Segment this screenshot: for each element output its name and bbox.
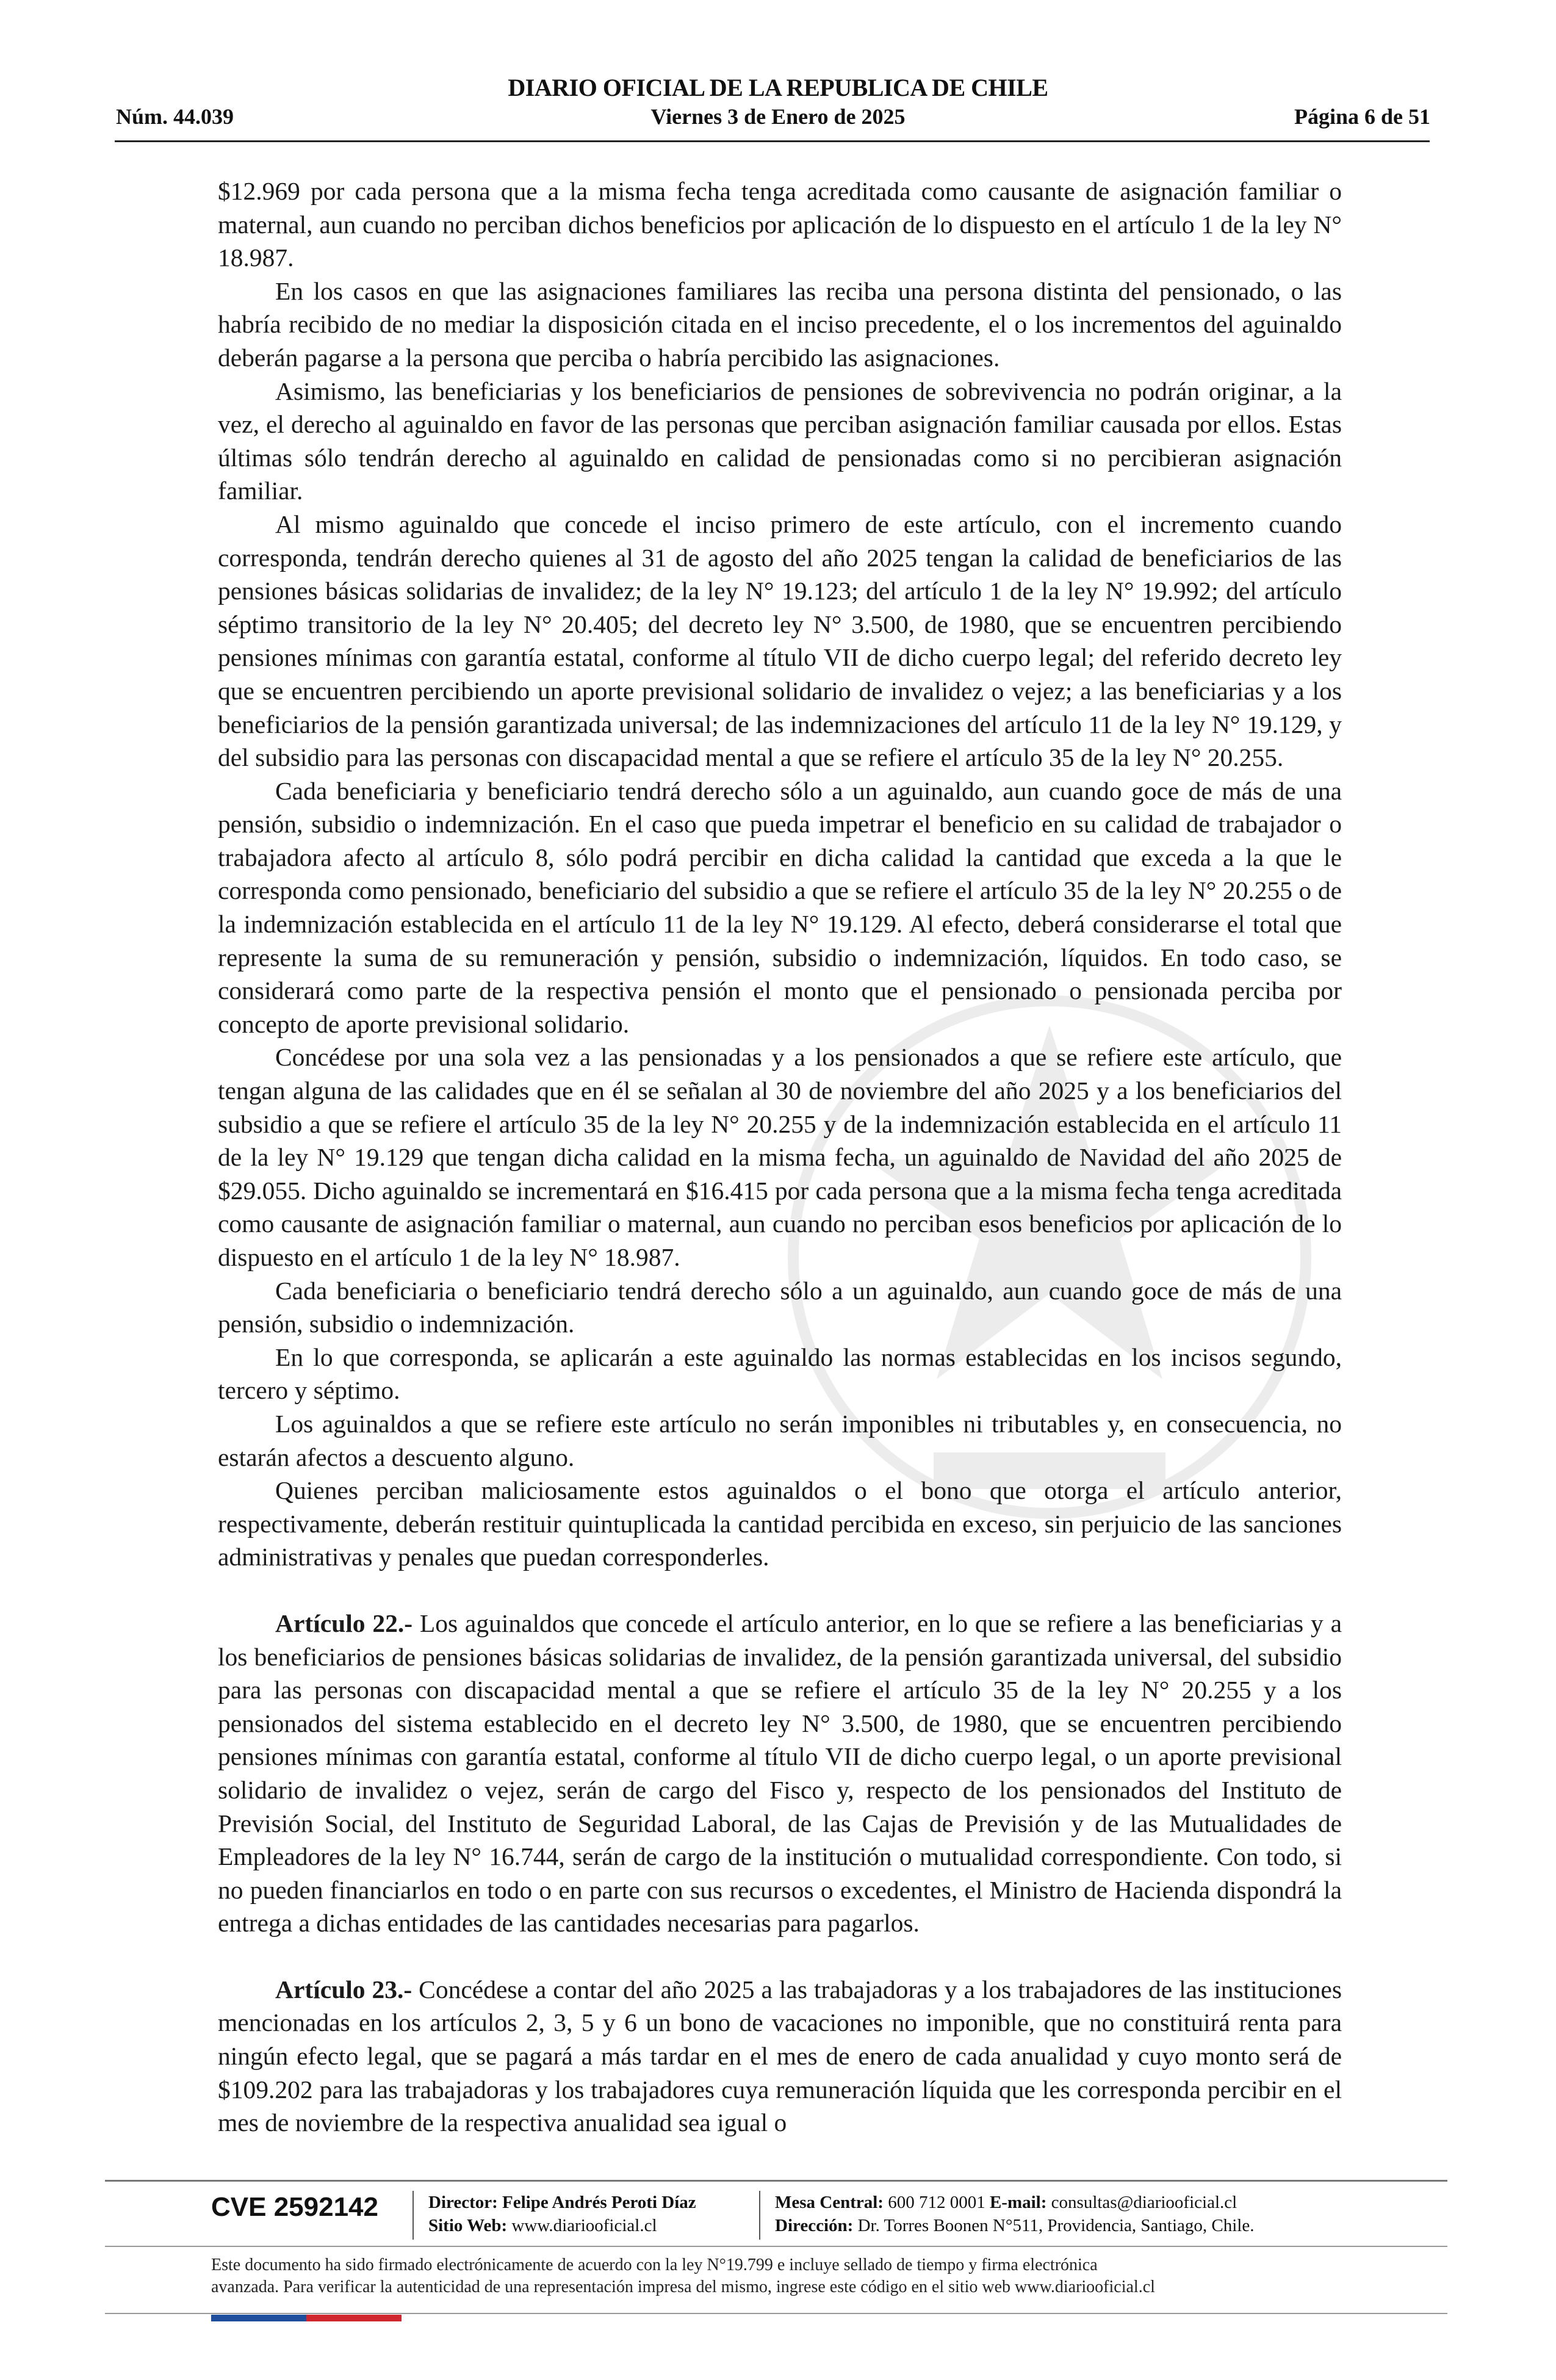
page-indicator: Página 6 de 51 <box>1294 104 1430 129</box>
article-22-heading: Artículo 22.- <box>275 1609 413 1637</box>
phone-number: 600 712 0001 <box>888 2193 985 2212</box>
signature-notice-line: avanzada. Para verificar la autenticidad de una representación impresa del mismo, ingrese este código en el sitio web www.diariooficial.cl <box>211 2277 1155 2296</box>
header-divider <box>115 140 1430 142</box>
signature-notice-line: Este documento ha sido firmado electrónicamente de acuerdo con la ley N°19.799 e incluye sellado de tiempo y firma electrónica <box>211 2256 1098 2274</box>
issue-date: Viernes 3 de Enero de 2025 <box>650 104 906 129</box>
article-22-text: Los aguinaldos que concede el artículo anterior, en lo que se refiere a las beneficiarias y a los beneficiarios de pensiones básicas solidarias de invalidez, de la pensión garantizada universal, del subsidio para las personas con discapacidad mental a que se refiere el artículo 35 de la ley N° 20.255 y a los pensionados del sistema establecido en el decreto ley N° 3.500, de 1980, que se encuentren percibiendo pensiones mínimas con garantía estatal, conforme al título VII de dicho cuerpo legal, o un aporte previsional solidario de invalidez o vejez, serán de cargo del Fisco y, respecto de los pensionados del Instituto de Previsión Social, del Instituto de Seguridad Laboral, de las Cajas de Previsión y de las Mutualidades de Empleadores de la ley N° 16.744, serán de cargo de la institución o mutualidad correspondiente. Con todo, si no pueden financiarlos en todo o en parte con sus recursos o excedentes, el Ministro de Hacienda dispondrá la entrega a dichas entidades de las cantidades necesarias para pagarlos. <box>218 1609 1342 1938</box>
gazette-title: DIARIO OFICIAL DE LA REPUBLICA DE CHILE <box>508 74 1048 101</box>
website-label: Sitio Web: <box>428 2216 508 2235</box>
article-23-heading: Artículo 23.- <box>275 1975 412 2003</box>
director-label: Director: <box>428 2193 498 2212</box>
website-link[interactable]: www.diariooficial.cl <box>511 2216 657 2235</box>
address-value: Dr. Torres Boonen N°511, Providencia, Santiago, Chile. <box>857 2216 1255 2235</box>
footer-divider-mid <box>105 2246 1447 2247</box>
footer-divider-top <box>105 2180 1447 2182</box>
phone-label: Mesa Central: <box>775 2193 884 2212</box>
paragraph: $12.969 por cada persona que a la misma fecha tenga acreditada como causante de asignación familiar o maternal, aun cuando no perciban dichos beneficios por aplicación de lo dispuesto en el artículo 1 de la ley N° 18.987. <box>218 177 1342 272</box>
cve-code: CVE 2592142 <box>211 2192 378 2222</box>
footer-separator <box>412 2191 414 2240</box>
paragraph: Asimismo, las beneficiarias y los beneficiarios de pensiones de sobrevivencia no podrán originar, a la vez, el derecho al aguinaldo en favor de las personas que perciban asignación familiar causada por ellos. Estas últimas sólo tendrán derecho al aguinaldo en calidad de pensionadas como si no percibieran asignación familiar. <box>218 377 1342 505</box>
footer-contact-block <box>775 2191 1254 2237</box>
address-label: Dirección: <box>775 2216 854 2235</box>
paragraph: Los aguinaldos a que se refiere este artículo no serán imponibles ni tributables y, en consecuencia, no estarán afectos a descuento alguno. <box>218 1409 1342 1471</box>
flag-stripe-blue <box>211 2315 306 2321</box>
article-23 <box>218 1973 1342 2140</box>
paragraph: En lo que corresponda, se aplicarán a este aguinaldo las normas establecidas en los incisos segundo, tercero y séptimo. <box>218 1343 1342 1405</box>
document-body <box>218 175 1342 2140</box>
paragraph: Cada beneficiaria y beneficiario tendrá derecho sólo a un aguinaldo, aun cuando goce de más de una pensión, subsidio o indemnización. En el caso que pueda impetrar el beneficio en su calidad de trabajador o trabajadora afecto al artículo 8, sólo podrá percibir en dicha calidad la cantidad que exceda a la que le corresponda como pensionado, beneficiario del subsidio a que se refiere el artículo 35 de la ley N° 20.255 o de la indemnización establecida en el artículo 11 de la ley N° 19.129. Al efecto, deberá considerarse el total que represente la suma de su remuneración y pensión, subsidio o indemnización, líquidos. En todo caso, se considerará como parte de la respectiva pensión el monto que el pensionado o pensionada perciba por concepto de aporte previsional solidario. <box>218 776 1342 1038</box>
paragraph: Cada beneficiaria o beneficiario tendrá derecho sólo a un aguinaldo, aun cuando goce de más de una pensión, subsidio o indemnización. <box>218 1276 1342 1338</box>
flag-stripe-red <box>306 2315 402 2321</box>
email-label: E-mail: <box>989 2193 1047 2212</box>
article-22 <box>218 1607 1342 1940</box>
paragraph: En los casos en que las asignaciones familiares las reciba una persona distinta del pensionado, o las habría recibido de no mediar la disposición citada en el inciso precedente, el o los incrementos del aguinaldo deberán pagarse a la persona que perciba o habría percibido las asignaciones. <box>218 276 1342 372</box>
signature-notice <box>211 2254 1352 2298</box>
footer-director-block <box>428 2191 696 2237</box>
footer-separator <box>759 2191 760 2240</box>
paragraph: Al mismo aguinaldo que concede el inciso primero de este artículo, con el incremento cuando corresponda, tendrán derecho quienes al 31 de agosto del año 2025 tengan la calidad de beneficiarios de las pensiones básicas solidarias de invalidez; de la ley N° 19.123; del artículo 1 de la ley N° 19.992; del artículo séptimo transitorio de la ley N° 20.405; del decreto ley N° 3.500, de 1980, que se encuentren percibiendo pensiones mínimas con garantía estatal, conforme al título VII de dicho cuerpo legal; del referido decreto ley que se encuentren percibiendo un aporte previsional solidario de invalidez o vejez; a las beneficiarias y a los beneficiarios de la pensión garantizada universal; de las indemnizaciones del artículo 11 de la ley N° 19.129, y del subsidio para las personas con discapacidad mental a que se refiere el artículo 35 de la ley N° 20.255. <box>218 510 1342 772</box>
director-name: Felipe Andrés Peroti Díaz <box>502 2193 696 2212</box>
footer-divider-bottom <box>105 2313 1447 2314</box>
issue-number: Núm. 44.039 <box>116 104 234 129</box>
email-link[interactable]: consultas@diariooficial.cl <box>1051 2193 1237 2212</box>
article-23-text: Concédese a contar del año 2025 a las trabajadoras y a los trabajadores de las instituciones mencionadas en los artículos 2, 3, 5 y 6 un bono de vacaciones no imponible, que no constituirá renta para ningún efecto legal, que se pagará a más tardar en el mes de enero de cada anualidad y cuyo monto será de $109.202 para las trabajadoras y los trabajadores cuya remuneración líquida que les corresponda percibir en el mes de noviembre de la respectiva anualidad sea igual o <box>218 1975 1342 2137</box>
paragraph: Quienes perciban maliciosamente estos aguinaldos o el bono que otorga el artículo anterior, respectivamente, deberán restituir quintuplicada la cantidad percibida en exceso, sin perjuicio de las sanciones administrativas y penales que puedan corresponderles. <box>218 1476 1342 1571</box>
paragraph: Concédese por una sola vez a las pensionadas y a los pensionados a que se refiere este artículo, que tengan alguna de las calidades que en él se señalan al 30 de noviembre del año 2025 y a los beneficiarios del subsidio a que se refiere el artículo 35 de la ley N° 20.255 y de la indemnización establecida en el artículo 11 de la ley N° 19.129 que tengan dicha calidad en la misma fecha, un aguinaldo de Navidad del año 2025 de $29.055. Dicho aguinaldo se incrementará en $16.415 por cada persona que a la misma fecha tenga acreditada como causante de asignación familiar o maternal, aun cuando no perciban esos beneficios por aplicación de lo dispuesto en el artículo 1 de la ley N° 18.987. <box>218 1043 1342 1271</box>
